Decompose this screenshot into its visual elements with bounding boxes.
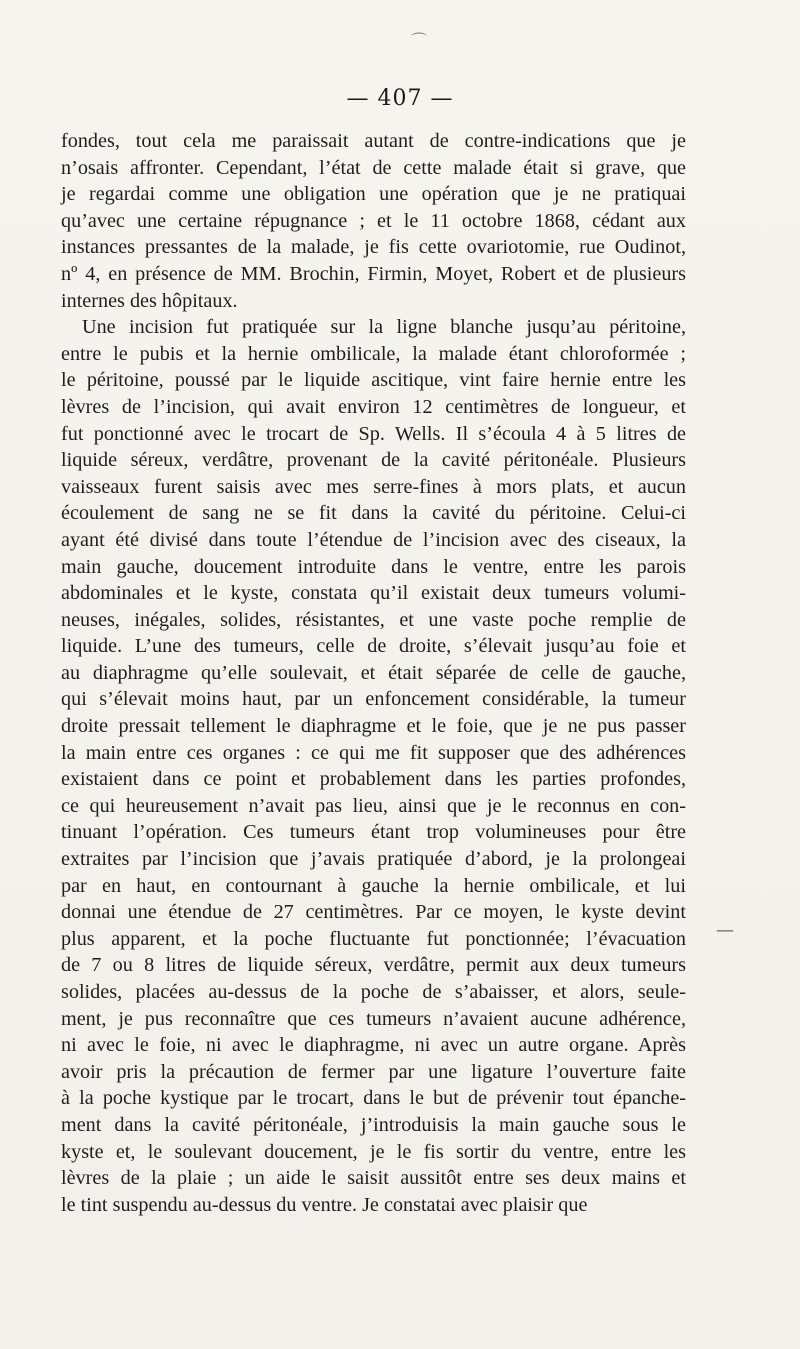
text-line: abdominales et le kyste, constata qu’il existait deux tumeurs volumi- <box>61 582 686 605</box>
paragraph <box>61 314 686 1218</box>
text-line: au diaphragme qu’elle soulevait, et était séparée de celle de gauche, <box>61 661 686 684</box>
text-line: vaisseaux furent saisis avec mes serre-fines à mors plats, et aucun <box>61 475 686 498</box>
text-line: existaient dans ce point et probablement dans les parties profondes, <box>61 768 686 791</box>
text-line: ce qui heureusement n’avait pas lieu, ainsi que je le reconnus en con- <box>61 794 686 817</box>
text-line: par en haut, en contournant à gauche la hernie ombilicale, et lui <box>61 874 686 897</box>
text-line: extraites par l’incision que j’avais pratiquée d’abord, je la prolongeai <box>61 848 686 871</box>
text-line: écoulement de sang ne se fit dans la cavité du péritoine. Celui-ci <box>61 502 686 525</box>
text-line: le tint suspendu au-dessus du ventre. Je constatai avec plaisir que <box>61 1193 588 1216</box>
text-line: Une incision fut pratiquée sur la ligne blanche jusqu’au péritoine, <box>82 316 686 339</box>
page-number: — 407 — <box>346 86 454 111</box>
text-line: neuses, inégales, solides, résistantes, et une vaste poche remplie de <box>61 608 686 631</box>
text-line: instances pressantes de la malade, je fis cette ovariotomie, rue Oudinot, <box>61 236 686 259</box>
text-line: à la poche kystique par le trocart, dans le but de prévenir tout épanche- <box>61 1087 686 1110</box>
text-line: lèvres de la plaie ; un aide le saisit aussitôt entre ses deux mains et <box>61 1167 686 1190</box>
text-line: entre le pubis et la hernie ombilicale, la malade étant chloroformée ; <box>61 342 686 365</box>
text-line: ayant été divisé dans toute l’étendue de l’incision avec des ciseaux, la <box>61 528 686 551</box>
text-line: fut ponctionné avec le trocart de Sp. Wells. Il s’écoula 4 à 5 litres de <box>61 422 686 445</box>
text-line: je regardai comme une obligation une opération que je ne pratiquai <box>61 183 686 206</box>
text-line: de 7 ou 8 litres de liquide séreux, verdâtre, permit aux deux tumeurs <box>61 954 686 977</box>
margin-ink-stroke: — <box>716 920 734 941</box>
text-line: donnai une étendue de 27 centimètres. Par ce moyen, le kyste devint <box>61 901 686 924</box>
text-line: ment dans la cavité péritonéale, j’introduisis la main gauche sous le <box>61 1113 686 1136</box>
text-line: kyste et, le soulevant doucement, je le fis sortir du ventre, entre les <box>61 1140 686 1163</box>
text-line: lèvres de l’incision, qui avait environ 12 centimètres de longueur, et <box>61 395 686 418</box>
text-line: plus apparent, et la poche fluctuante fut ponctionnée; l’évacuation <box>61 927 686 950</box>
text-line: ment, je pus reconnaître que ces tumeurs n’avaient aucune adhérence, <box>61 1007 686 1030</box>
text-line: liquide. L’une des tumeurs, celle de droite, s’élevait jusqu’au foie et <box>61 635 686 658</box>
text-line: n’osais affronter. Cependant, l’état de cette malade était si grave, que <box>61 156 686 179</box>
text-line: ni avec le foie, ni avec le diaphragme, ni avec un autre organe. Après <box>61 1034 686 1057</box>
margin-tick-mark: ⌒ <box>411 31 428 50</box>
text-line: solides, placées au-dessus de la poche de s’abaisser, et alors, seule- <box>61 981 686 1003</box>
paragraph <box>61 128 686 314</box>
text-line: tinuant l’opération. Ces tumeurs étant trop volumineuses pour être <box>61 821 686 844</box>
text-line: avoir pris la précaution de fermer par une ligature l’ouverture faite <box>61 1060 686 1083</box>
text-line: internes des hôpitaux. <box>61 289 238 312</box>
text-line: nº 4, en présence de MM. Brochin, Firmin, Moyet, Robert et de plusieurs <box>61 262 686 285</box>
text-line: fondes, tout cela me paraissait autant de contre-indications que je <box>61 130 686 152</box>
text-line: liquide séreux, verdâtre, provenant de la cavité péritonéale. Plusieurs <box>61 449 686 472</box>
text-line: le péritoine, poussé par le liquide ascitique, vint faire hernie entre les <box>61 369 686 392</box>
page-body-text <box>61 128 686 1218</box>
text-line: la main entre ces organes : ce qui me fit supposer que des adhérences <box>61 741 686 764</box>
text-line: qui s’élevait moins haut, par un enfoncement considérable, la tumeur <box>61 688 686 711</box>
text-line: qu’avec une certaine répugnance ; et le 11 octobre 1868, cédant aux <box>61 209 686 232</box>
text-line: droite pressait tellement le diaphragme et le foie, que je ne pus passer <box>61 715 686 738</box>
text-line: main gauche, doucement introduite dans le ventre, entre les parois <box>61 555 686 578</box>
